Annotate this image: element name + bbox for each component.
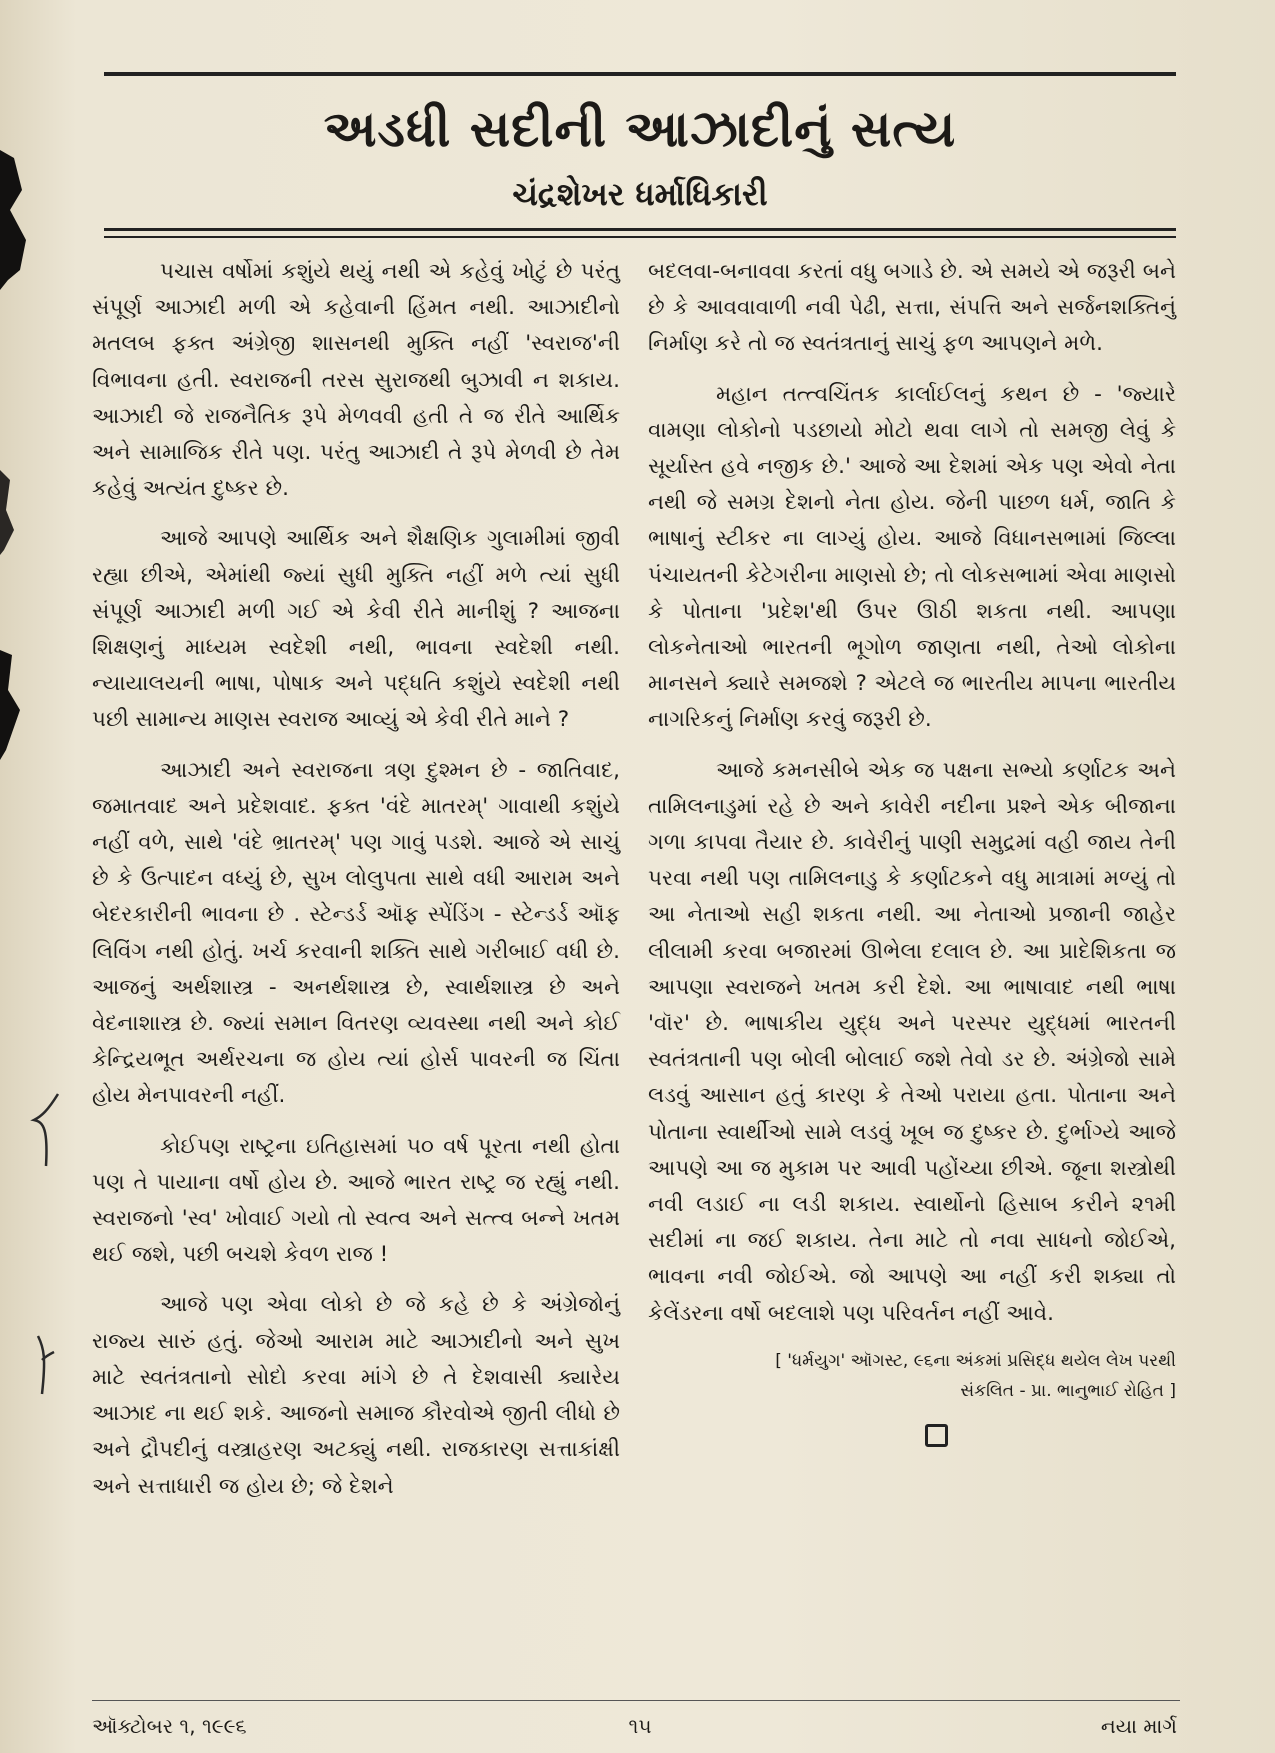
footer-rule [92,1700,1180,1701]
paragraph: મહાન તત્ત્વચિંતક કાર્લાઈલનું કથન છે - 'જ્યારે વામણા લોકોનો પડછાયો મોટો થવા લાગે તો સમજી લેવું કે સૂર્યાસ્ત હવે નજીક છે.' આજે આ દેશમાં એક પણ એવો નેતા નથી જે સમગ્ર દેશનો નેતા હોય. જેની પાછળ ધર્મ, જાતિ કે ભાષાનું સ્ટીકર ના લાગ્યું હોય. આજે વિધાનસભામાં જિલ્લા પંચાયતની કેટેગરીના માણસો છે; તો લોકસભામાં એવા માણસો કે પોતાના 'પ્રદેશ'થી ઉપર ઊઠી શકતા નથી. આપણા લોકનેતાઓ ભારતની ભૂગોળ જાણતા નથી, તેઓ લોકોના માનસને ક્યારે સમજશે ? એટલે જ ભારતીય માપના ભારતીય નાગરિકનું નિર્માણ કરવું જરૂરી છે. [648,381,1176,733]
end-mark-box-icon [925,1424,948,1447]
article-author: ચંદ્રશેખર ધર્માધિકારી [512,175,768,213]
right-column [648,254,1176,1447]
header-divider-thin [104,236,1176,238]
left-column [92,254,620,1519]
top-rule [104,72,1176,76]
paragraph-continued: બદલવા-બનાવવા કરતાં વધુ બગાડે છે. એ સમયે એ જરૂરી બને છે કે આવવાવાળી નવી પેઢી, સત્તા, સંપત્તિ અને સર્જનશક્તિનું નિર્માણ કરે તો જ સ્વતંત્રતાનું સાચું ફળ આપણને મળે. [648,259,1176,357]
paragraph: આઝાદી અને સ્વરાજના ત્રણ દુશ્મન છે - જાતિવાદ, જમાતવાદ અને પ્રદેશવાદ. ફક્ત 'વંદે માતરમ્' ગાવાથી કશુંયે નહીં વળે, સાથે 'વંદે ભ્રાતરમ્' પણ ગાવું પડશે. આજે એ સાચું છે કે ઉત્પાદન વધ્યું છે, સુખ લોલુપતા સાથે વધી આરામ અને બેદરકારીની ભાવના છે . સ્ટેન્ડર્ડ ઑફ સ્પેંડિંગ - સ્ટેન્ડર્ડ ઑફ લિવિંગ નથી હોતું. ખર્ચ કરવાની શક્તિ સાથે ગરીબાઈ વધી છે. આજનું અર્થશાસ્ત્ર - અનર્થશાસ્ત્ર છે, સ્વાર્થશાસ્ત્ર છે અને વેદનાશાસ્ત્ર છે. જ્યાં સમાન વિતરણ વ્યવસ્થા નથી અને કોઈ કેન્દ્રિયભૂત અર્થરચના જ હોય ત્યાં હોર્સ પાવરની જ ચિંતા હોય મેનપાવરની નહીં. [92,757,620,1109]
publication-name: નયા માર્ગ [1100,1714,1177,1738]
header-divider [104,228,1176,231]
page-number: ૧૫ [628,1714,652,1738]
torn-edge-shadow [0,150,40,770]
source-note-line: [ 'ધર્મયુગ' ઑગસ્ટ, ૯૬ના અંકમાં પ્રસિદ્ધ થયેલ લેખ પરથી [775,1350,1176,1371]
source-note-line: સંકલિત - પ્રા. ભાનુભાઈ રોહિત ] [960,1380,1176,1401]
pen-mark-icon [30,1090,60,1170]
article-title: અડધી સદીની આઝાદીનું સત્ય [323,100,957,158]
paragraph: કોઈપણ રાષ્ટ્રના ઇતિહાસમાં ૫૦ વર્ષ પૂરતા નથી હોતા પણ તે પાયાના વર્ષો હોય છે. આજે ભારત રાષ્ટ્ર જ રહ્યું નથી. સ્વરાજનો 'સ્વ' ખોવાઈ ગયો તો સ્વત્વ અને સત્ત્વ બન્ને ખતમ થઈ જશે, પછી બચશે કેવળ રાજ ! [92,1133,620,1268]
paragraph: આજે પણ એવા લોકો છે જે કહે છે કે અંગ્રેજોનું રાજ્ય સારું હતું. જેઓ આરામ માટે આઝાદીનો અને સુખ માટે સ્વતંત્રતાનો સોદો કરવા માંગે છે તે દેશવાસી ક્યારેય આઝાદ ના થઈ શકે. આજનો સમાજ કૌરવોએ જીતી લીધો છે અને દ્રૌપદીનું વસ્ત્રાહરણ અટક્યું નથી. રાજકારણ સત્તાકાંક્ષી અને સત્તાધારી જ હોય છે; જે દેશને [92,1292,620,1499]
paragraph: પચાસ વર્ષોમાં કશુંયે થયું નથી એ કહેવું ખોટું છે પરંતુ સંપૂર્ણ આઝાદી મળી એ કહેવાની હિંમત નથી. આઝાદીનો મતલબ ફક્ત અંગ્રેજી શાસનથી મુક્તિ નહીં 'સ્વરાજ'ની વિભાવના હતી. સ્વરાજની તરસ સુરાજથી બુઝાવી ન શકાય. આઝાદી જે રાજનૈતિક રૂપે મેળવવી હતી તે જ રીતે આર્થિક અને સામાજિક રીતે પણ. પરંતુ આઝાદી તે રૂપે મેળવી છે તેમ કહેવું અત્યંત દુષ્કર છે. [92,259,620,502]
paragraph: આજે આપણે આર્થિક અને શૈક્ષણિક ગુલામીમાં જીવી રહ્યા છીએ, એમાંથી જ્યાં સુધી મુક્તિ નહીં મળે ત્યાં સુધી સંપૂર્ણ આઝાદી મળી ગઈ એ કેવી રીતે માનીશું ? આજના શિક્ષણનું માધ્યમ સ્વદેશી નથી, ભાવના સ્વદેશી નથી. ન્યાયાલયની ભાષા, પોષાક અને પદ્ધતિ કશુંયે સ્વદેશી નથી પછી સામાન્ય માણસ સ્વરાજ આવ્યું એ કેવી રીતે માને ? [92,526,620,733]
source-note [648,1346,1176,1406]
paragraph: આજે કમનસીબે એક જ પક્ષના સભ્યો કર્ણાટક અને તામિલનાડુમાં રહે છે અને કાવેરી નદીના પ્રશ્ને એક બીજાના ગળા કાપવા તૈયાર છે. કાવેરીનું પાણી સમુદ્રમાં વહી જાય તેની પરવા નથી પણ તામિલનાડુ કે કર્ણાટકને વધુ માત્રામાં મળ્યું તો આ નેતાઓ સહી શકતા નથી. આ નેતાઓ પ્રજાની જાહેર લીલામી કરવા બજારમાં ઊભેલા દલાલ છે. આ પ્રાદેશિકતા જ આપણા સ્વરાજને ખતમ કરી દેશે. આ ભાષાવાદ નથી ભાષા 'વૉર' છે. ભાષાકીય યુદ્ધ અને પરસ્પર યુદ્ધમાં ભારતની સ્વતંત્રતાની પણ બોલી બોલાઈ જશે તેવો ડર છે. અંગ્રેજો સામે લડવું આસાન હતું કારણ કે તેઓ પરાયા હતા. પોતાના અને પોતાના સ્વાર્થીઓ સામે લડવું ખૂબ જ દુષ્કર છે. દુર્ભાગ્યે આજે આપણે આ જ મુકામ પર આવી પહોંચ્યા છીએ. જૂના શસ્ત્રોથી નવી લડાઈ ના લડી શકાય. સ્વાર્થોનો હિસાબ કરીને ૨૧મી સદીમાં ના જઈ શકાય. તેના માટે તો નવા સાધનો જોઈએ, ભાવના નવી જોઈએ. જો આપણે આ નહીં કરી શક્યા તો કેલેંડરના વર્ષો બદલાશે પણ પરિવર્તન નહીં આવે. [648,757,1176,1326]
pen-mark-icon [30,1330,60,1400]
footer-date: ઑક્ટોબર ૧, ૧૯૯૬ [92,1714,247,1738]
